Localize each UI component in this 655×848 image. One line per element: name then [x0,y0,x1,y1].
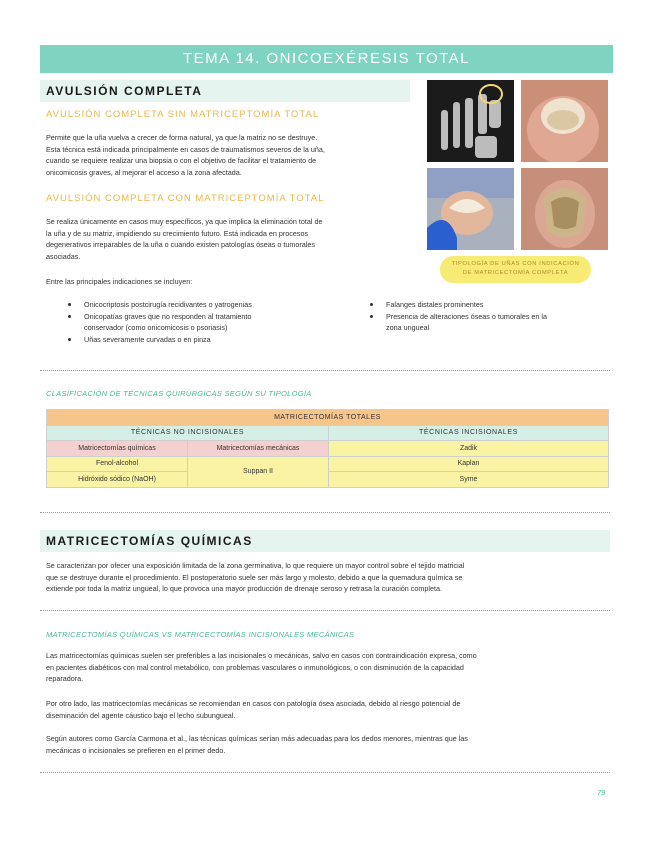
text-line: Se realiza únicamente en casos muy específicos, ya que implica la eliminación total de [46,217,323,226]
text-line: que se destruye durante el procedimiento. El postoperatorio suele ser más largo y molesto, debido a que la quemadura química se [46,572,463,582]
paragraph-sin-matricectomia [46,132,408,178]
list-item: Presencia de alteraciones óseas o tumorales en la zona ungueal [366,311,611,334]
chapter-title-banner: TEMA 14. ONICOEXÉRESIS TOTAL [40,45,613,73]
divider [40,512,610,513]
text-line: Las matricectomías químicas suelen ser preferibles a las incisionales o mecánicas, salvo en casos con contraindicación expresa, como [46,651,477,660]
divider [40,610,610,611]
text-line: en pacientes diabéticos con mal control metabólico, con problemas vasculares o inmunológicos, o con disminución de la capacidad [46,662,464,672]
text-line: Se caracterizan por ofecer una exposición limitada de la zona germinativa, lo que requiere un mayor control sobre el tejido matricial [46,561,465,570]
text-line: cuando se requiere realizar una biopsia o con el objetivo de facilitar el tratamiento de [46,156,317,165]
table-header-no-incisionales: TÉCNICAS NO INCISIONALES [47,425,329,441]
text-line: reparadora. [46,674,84,683]
list-item: Onicocriptosis postcirugía recidivantes o yatrogenias [64,299,324,311]
caption-line: DE MATRICECTOMÍA COMPLETA [462,270,569,276]
divider [40,370,610,371]
subheading-con-matricectomia: AVULSIÓN COMPLETA CON MATRICEPTOMÍA TOTAL [46,193,325,204]
photo-caption-badge [440,256,591,283]
table-cell: Matricectomías químicas [47,441,188,457]
section-heading-quimicas: MATRICECTOMÍAS QUÍMICAS [40,530,610,552]
paragraph-garcia-carmona [46,733,610,756]
list-item: Falanges distales prominentes [366,299,611,311]
caption-line: TIPOLOGÍA DE UÑAS CON INDICACIÓN [451,261,580,267]
paragraph-con-matricectomia [46,216,408,262]
table-header-top: MATRICECTOMÍAS TOTALES [47,410,609,426]
text-line: mecánicas o incisionales se prefieren en el primer dedo. [46,745,226,755]
dystrophic-nail-photo [521,168,608,250]
text-line: extiende por toda la matriz ungueal, lo que provoca una mayor producción de drenaje seroso y retrasa la curación completa. [46,584,442,593]
classification-table [46,409,609,488]
pincer-nail-photo [427,168,514,250]
list-item: Onicopatías graves que no responden al tratamiento conservador (como onicomicosis o psoriasis) [64,311,324,334]
xray-image [427,80,514,162]
table-cell: Fenol-alcohol [47,456,188,472]
indications-list-right [366,299,611,334]
table-cell: Syme [329,472,609,488]
paragraph-mecanicas [46,698,610,721]
text-line: Permite que la uña vuelva a crecer de forma natural, ya que la matriz no se destruye. [46,133,318,142]
table-cell: Hidróxido sódico (NaOH) [47,472,188,488]
section-heading-avulsion: AVULSIÓN COMPLETA [40,80,410,102]
paragraph-quimicas [46,560,610,595]
table-cell: Suppan II [188,456,329,487]
text-line: la uña y de su matriz, impidiendo su crecimiento futuro. Está indicada en procesos [46,228,309,238]
table-cell: Zadik [329,441,609,457]
text-line: asociadas. [46,251,81,261]
paragraph-preferencia-quimicas [46,650,610,685]
divider [40,772,610,773]
text-line: onicomicosis graves, al mejorar el acceso a la zona afectada. [46,167,242,177]
text-line: degenerativos irreparables de la uña o cuando existen patologías óseas o tumorales [46,240,315,249]
table-cell: Kaplan [329,456,609,472]
page-number: 79 [597,788,606,797]
indications-list-left [64,299,324,345]
table-cell: Matricectomías mecánicas [188,441,329,457]
text-line: diseminación del agente cáustico bajo el lecho subungueal. [46,710,236,720]
text-line: Por otro lado, las matricectomías mecánicas se recomiendan en casos con patología ósea asociada, debido al riesgo potencial de [46,699,461,708]
list-item: Uñas severamente curvadas o en pinza [64,334,324,346]
comparison-title: MATRICECTOMÍAS QUÍMICAS VS MATRICECTOMÍAS INCISIONALES MECÁNICAS [46,630,355,639]
ingrown-nail-photo [521,80,608,162]
subheading-sin-matricectomia: AVULSIÓN COMPLETA SIN MATRICEPTOMÍA TOTAL [46,109,320,120]
classification-title: CLASIFICACIÓN DE TÉCNICAS QUIRÚRGICAS SEGÚN SU TIPOLOGÍA [46,389,312,398]
table-header-incisionales: TÉCNICAS INCISIONALES [329,425,609,441]
indications-intro: Entre las principales indicaciones se incluyen: [46,277,193,286]
text-line: Esta técnica está indicada principalmente en casos de traumatismos severos de la uña, [46,144,325,154]
text-line: Según autores como García Carmona et al., las técnicas químicas serían más adecuadas para los dedos menores, mientras que las [46,734,468,743]
